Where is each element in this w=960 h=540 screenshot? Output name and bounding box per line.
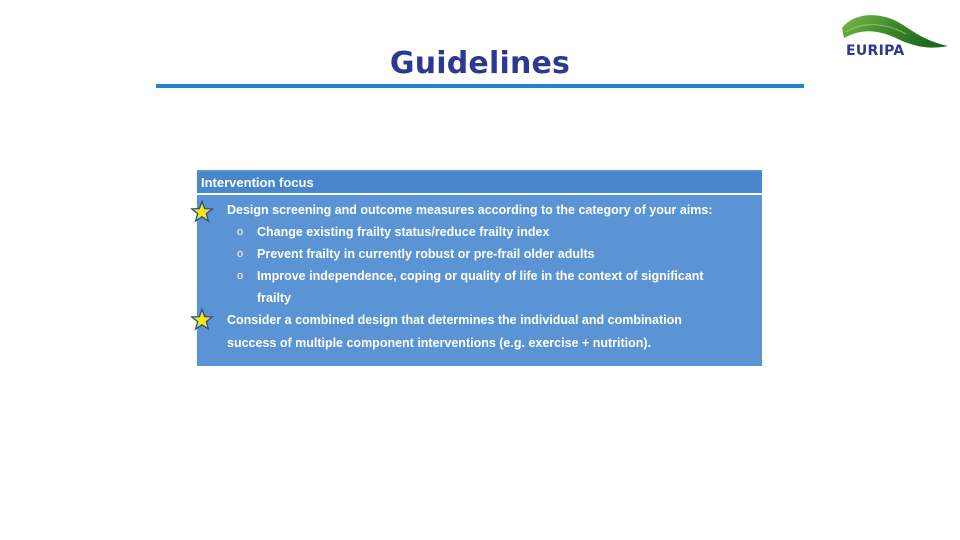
intervention-focus-panel — [197, 170, 762, 366]
slide-title: Guidelines — [389, 46, 571, 81]
sub-item-3-line-2: frailty — [257, 291, 292, 305]
star-icon — [190, 308, 214, 332]
sub-bullet-marker: o — [237, 270, 244, 282]
bullet-item-2-line-1: Consider a combined design that determines the individual and combination — [227, 313, 682, 327]
title-underline — [156, 84, 804, 88]
bullet-item-2-line-2: success of multiple component interventions (e.g. exercise + nutrition). — [227, 336, 652, 350]
bullet-item-1: Design screening and outcome measures according to the category of your aims: — [227, 203, 713, 217]
star-icon — [190, 200, 214, 224]
sub-item-2: Prevent frailty in currently robust or pre-frail older adults — [257, 247, 595, 261]
leaf-icon — [836, 10, 950, 72]
logo-wordmark: EURIPA — [846, 43, 905, 59]
panel-header-label: Intervention focus — [201, 175, 314, 190]
sub-bullet-marker: o — [237, 226, 244, 238]
sub-item-3-line-1: Improve independence, coping or quality of life in the context of significant — [257, 269, 704, 283]
panel-header — [197, 172, 762, 195]
sub-item-1: Change existing frailty status/reduce frailty index — [257, 225, 550, 239]
sub-bullet-marker: o — [237, 248, 244, 260]
euripa-logo — [836, 10, 950, 72]
